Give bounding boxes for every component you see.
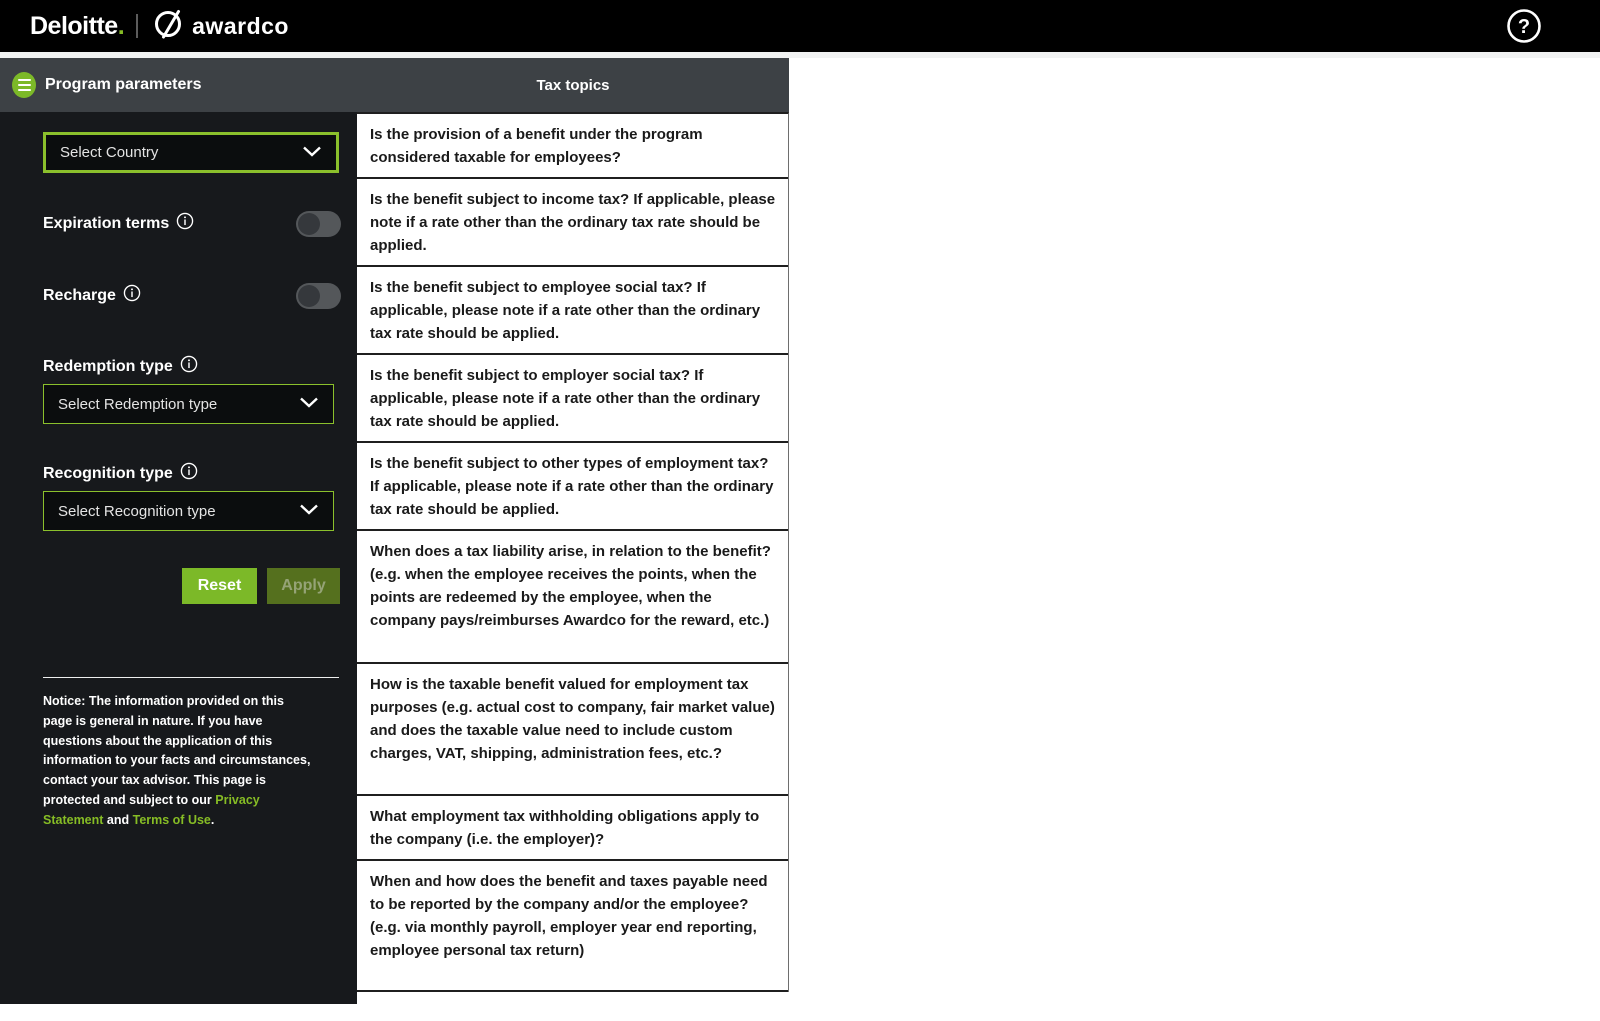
tax-topic-row: Is the benefit subject to employer social tax? If applicable, please note if a rate other than the ordinary tax rate should be applied. [357,355,788,443]
program-parameters-sidebar [0,112,357,1004]
tax-topic-row: When does a tax liability arise, in relation to the benefit? (e.g. when the employee receives the points, when the points are redeemed by the employee, when the company pays/reimburses Awardco for the reward, etc.) [357,531,788,664]
chevron-down-icon [299,502,319,520]
help-icon[interactable] [1506,8,1542,44]
awardco-mark-icon [152,7,186,46]
country-select-value: Select Country [60,144,159,161]
recharge-toggle[interactable] [296,283,341,309]
tax-topic-row: What employment tax withholding obligations apply to the company (i.e. the employer)? [357,796,788,861]
top-bar [0,0,1600,52]
tax-topic-row: Is the benefit subject to other types of employment tax? If applicable, please note if a rate other than the ordinary tax rate should be applied. [357,443,788,531]
info-icon[interactable] [180,462,198,485]
tax-topic-row: When and how does the benefit and taxes payable need to be reported by the company and/or the employee? (e.g. via monthly payroll, employer year end reporting, employee personal tax return) [357,861,788,992]
expiration-terms-label: Expiration terms [43,212,194,235]
deloitte-green-dot: . [117,11,125,40]
toggle-knob [298,285,320,307]
hamburger-menu-icon[interactable] [12,72,36,98]
recognition-type-select[interactable] [43,491,334,531]
awardco-logo [152,7,289,46]
tax-topic-row: Is the benefit subject to income tax? If applicable, please note if a rate other than the ordinary tax rate should be applied. [357,179,788,267]
apply-button[interactable]: Apply [267,568,340,604]
recognition-type-label: Recognition type [43,462,198,485]
chevron-down-icon [299,395,319,413]
section-header [0,58,789,112]
redemption-type-label: Redemption type [43,355,198,378]
toggle-knob [298,213,320,235]
info-icon[interactable] [123,284,141,307]
terms-of-use-link[interactable]: Terms of Use [132,812,211,827]
privacy-statement-link[interactable]: Privacy Statement [43,792,260,827]
redemption-type-select[interactable] [43,384,334,424]
info-icon[interactable] [180,355,198,378]
logo-separator [136,14,138,38]
chevron-down-icon [302,144,322,162]
help-glyph: ? [1517,16,1531,38]
awardco-wordmark: awardco [192,12,289,39]
tax-topic-row: Is the benefit subject to employee social tax? If applicable, please note if a rate other than the ordinary tax rate should be applied. [357,267,788,355]
country-select[interactable] [43,132,339,173]
recharge-label: Recharge [43,284,141,307]
notice-text: Notice: The information provided on this page is general in nature. If you have questions about the application of this information to your facts and circumstances, contact your tax advisor. This page is protected and subject to our Privacy Statement and Terms of Use. [43,694,311,827]
deloitte-logo [30,12,124,41]
sidebar-divider [43,677,339,678]
program-parameters-title: Program parameters [45,76,202,93]
expiration-terms-toggle[interactable] [296,211,341,237]
recognition-type-value: Select Recognition type [58,502,216,520]
tax-topics-title: Tax topics [536,76,610,94]
tax-topics-list [357,112,789,992]
tax-topic-row: Is the provision of a benefit under the program considered taxable for employees? [357,114,788,179]
info-icon[interactable] [176,212,194,235]
redemption-type-value: Select Redemption type [58,395,218,413]
deloitte-wordmark: Deloitte [30,11,118,40]
reset-button[interactable]: Reset [182,568,257,604]
tax-topic-row: How is the taxable benefit valued for employment tax purposes (e.g. actual cost to company, fair market value) and does the taxable value need to include custom charges, VAT, shipping, administration fees, etc.? [357,664,788,796]
